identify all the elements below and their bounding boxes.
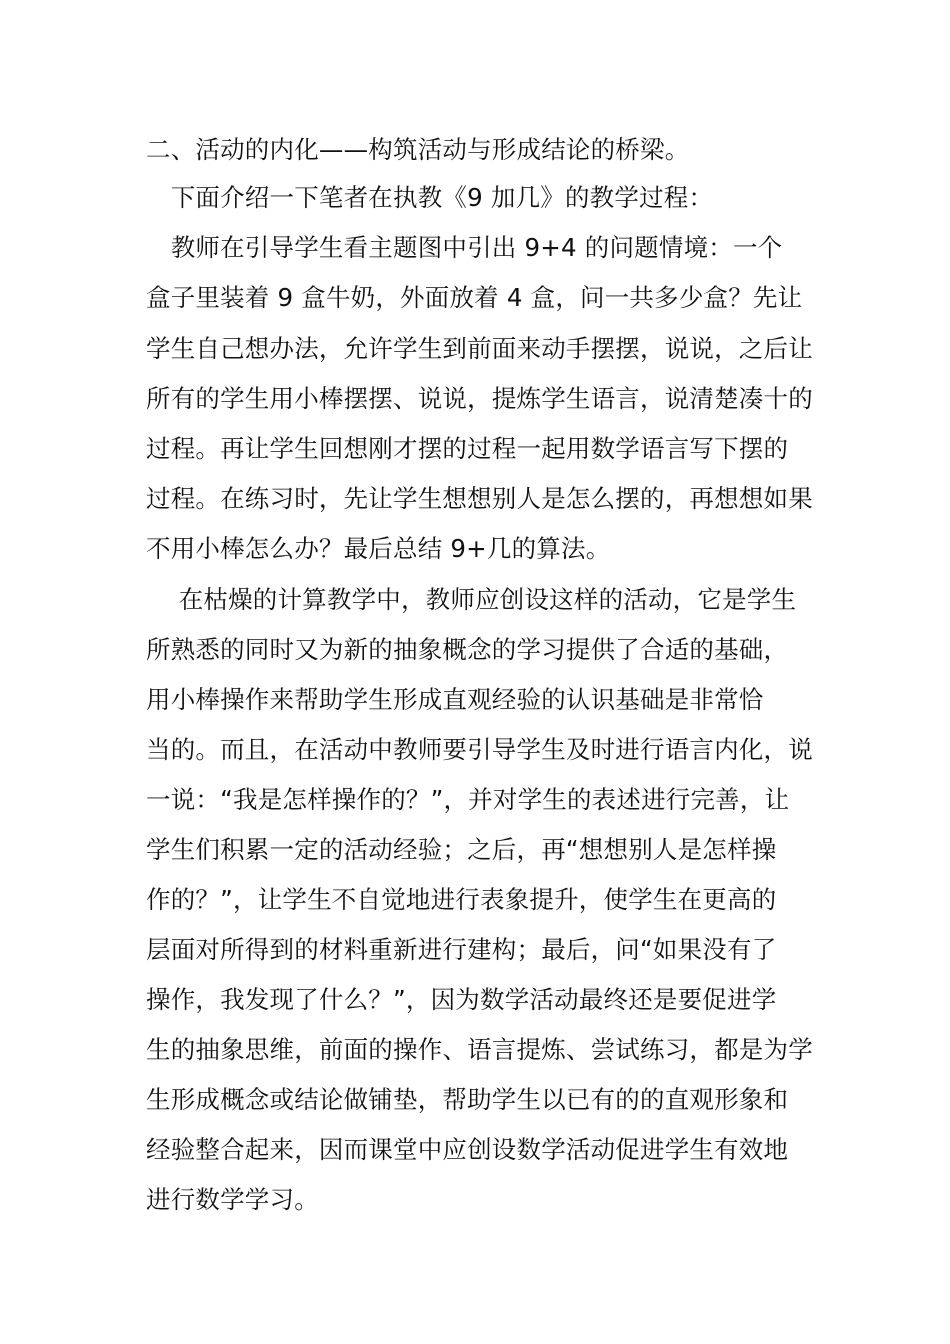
section-heading: 二、活动的内化——构筑活动与形成结论的桥梁。 xyxy=(146,135,690,164)
text-line: 盒子里装着 9 盒牛奶，外面放着 4 盒，问一共多少盒？先让 xyxy=(146,283,803,312)
text-line: 作的？”，让学生不自觉地进行表象提升，使学生在更高的 xyxy=(146,885,777,914)
text-line: 生形成概念或结论做铺垫，帮助学生以已有的的直观形象和 xyxy=(146,1085,789,1114)
text-line: 在枯燥的计算教学中，教师应创设这样的活动，它是学生 xyxy=(146,585,797,614)
text-line: 所有的学生用小棒摆摆、说说，提炼学生语言，说清楚凑十的 xyxy=(146,384,813,413)
text-line: 所熟悉的同时又为新的抽象概念的学习提供了合适的基础， xyxy=(146,635,789,664)
text-line: 一说：“我是怎样操作的？”，并对学生的表述进行完善，让 xyxy=(146,785,790,814)
text-line: 用小棒操作来帮助学生形成直观经验的认识基础是非常恰 xyxy=(146,685,764,714)
text-line: 生的抽象思维，前面的操作、语言提炼、尝试练习，都是为学 xyxy=(146,1035,813,1064)
text-line: 不用小棒怎么办？最后总结 9+几的算法。 xyxy=(146,534,611,563)
text-line: 教师在引导学生看主题图中引出 9+4 的问题情境：一个 xyxy=(146,233,783,262)
text-line: 过程。在练习时，先让学生想想别人是怎么摆的，再想想如果 xyxy=(146,484,813,513)
text-line: 当的。而且，在活动中教师要引导学生及时进行语言内化，说 xyxy=(146,735,813,764)
text-line: 进行数学学习。 xyxy=(146,1185,319,1214)
text-line: 学生自己想办法，允许学生到前面来动手摆摆，说说，之后让 xyxy=(146,334,813,363)
text-line: 过程。再让学生回想刚才摆的过程一起用数学语言写下摆的 xyxy=(146,434,789,463)
text-line: 学生们积累一定的活动经验；之后，再“想想别人是怎样操 xyxy=(146,835,777,864)
text-line: 操作，我发现了什么？”，因为数学活动最终还是要促进学 xyxy=(146,985,777,1014)
text-line: 下面介绍一下笔者在执教《9 加几》的教学过程： xyxy=(146,183,714,212)
text-line: 层面对所得到的材料重新进行建构；最后，问“如果没有了 xyxy=(146,935,777,964)
text-line: 经验整合起来，因而课堂中应创设数学活动促进学生有效地 xyxy=(146,1135,789,1164)
